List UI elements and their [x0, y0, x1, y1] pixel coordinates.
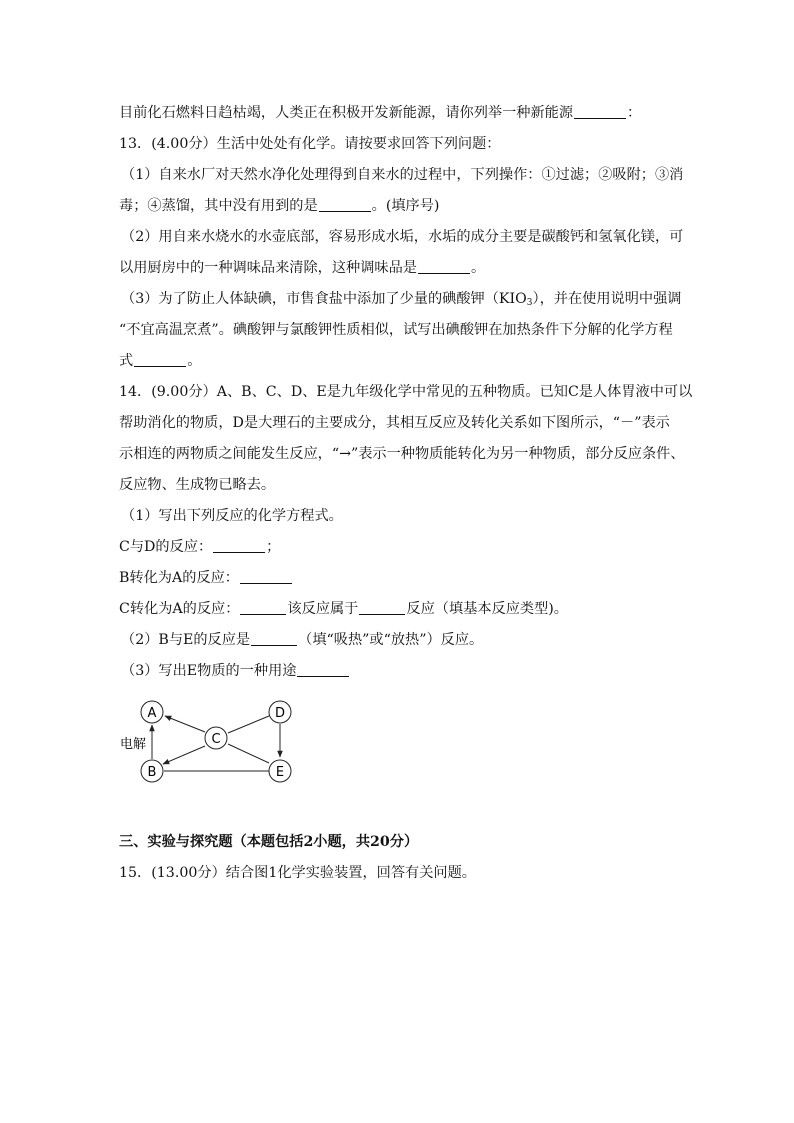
q13-p3-line3: 式 。: [119, 353, 202, 369]
node-d: [269, 701, 291, 723]
node-b: [141, 760, 163, 782]
electrolysis-label: 电解: [120, 737, 147, 752]
svg-text:B: B: [147, 765, 157, 780]
node-e: [269, 760, 291, 782]
answer-blank[interactable]: [359, 600, 405, 615]
q14-p3: （3）写出E物质的一种用途: [121, 661, 350, 681]
q15-title: 15．(13.00分）结合图1化学实验装置，回答有关问题。: [119, 865, 476, 881]
q14-ba: B转化为A的反应：: [119, 568, 293, 588]
q14-p1: （1）写出下列反应的化学方程式。: [121, 508, 343, 524]
q13-title: 13．(4.00分）生活中处处有化学。请按要求回答下列问题：: [119, 136, 501, 152]
answer-blank[interactable]: [134, 352, 186, 367]
q13-p3-line2: “不宜高温烹煮”。碘酸钾与氯酸钾性质相似，试写出碘酸钾在加热条件下分解的化学方程: [119, 322, 673, 338]
edge-c-d: [228, 716, 269, 733]
edge-c-e: [228, 744, 269, 763]
node-a: [141, 701, 163, 723]
q14-line2: 帮助消化的物质，D是大理石的主要成分，其相互反应及转化关系如下图所示，“－”表示: [119, 415, 670, 431]
svg-text:A: A: [147, 706, 157, 721]
svg-text:C: C: [211, 732, 221, 747]
answer-blank[interactable]: [319, 197, 371, 212]
q13-p2-line2: 以用厨房中的一种调味品来清除，这种调味品是 。: [119, 260, 486, 276]
reaction-diagram: [119, 696, 309, 788]
edge-c-to-a: [165, 716, 205, 732]
svg-text:D: D: [274, 706, 286, 721]
svg-text:E: E: [275, 765, 285, 780]
answer-blank[interactable]: [251, 631, 297, 646]
answer-blank[interactable]: [240, 600, 286, 615]
q14-line3: 示相连的两物质之间能发生反应，“→”表示一种物质能转化为另一种物质，部分反应条件、: [119, 446, 685, 462]
answer-blank[interactable]: [297, 662, 349, 677]
top-line: 目前化石燃料日趋枯竭，人类正在积极开发新能源，请你列举一种新能源 ：: [119, 105, 642, 121]
q14-cd: C与D的反应： ；: [119, 539, 281, 555]
answer-blank[interactable]: [240, 569, 292, 584]
answer-blank[interactable]: [418, 259, 470, 274]
q14-line4: 反应物、生成物已略去。: [119, 477, 276, 493]
node-c: [205, 727, 227, 749]
q14-ca: C转化为A的反应： 该反应属于 反应（填基本反应类型)。: [119, 601, 568, 617]
q13-p3-line1: （3）为了防止人体缺碘，市售食盐中添加了少量的碘酸钾$(KIO_3)$，并在使用说明中强调: [121, 291, 682, 308]
edge-c-to-b: [163, 746, 205, 764]
q13-p1-line2: 毒；④蒸馏，其中没有用到的是 。(填序号): [119, 198, 440, 214]
q13-p2-line1: （2）用自来水烧水的水壶底部，容易形成水垢，水垢的成分主要是碳酸钙和氢氧化镁，可: [121, 229, 684, 245]
section-3-heading: 三、实验与探究题（本题包括2小题，共20分）: [119, 834, 419, 850]
q13-p1-line1: （1）自来水厂对天然水净化处理得到自来水的过程中，下列操作：①过滤；②吸附；③消: [121, 167, 684, 183]
answer-blank[interactable]: [213, 538, 265, 553]
answer-blank[interactable]: [574, 104, 626, 119]
q14-title: 14．(9.00分）A、B、C、D、E是九年级化学中常见的五种物质。已知C是人体胃液中可以: [119, 384, 693, 400]
q14-p2: （2）B与E的反应是 （填“吸热”或“放热”）反应。: [121, 632, 484, 648]
